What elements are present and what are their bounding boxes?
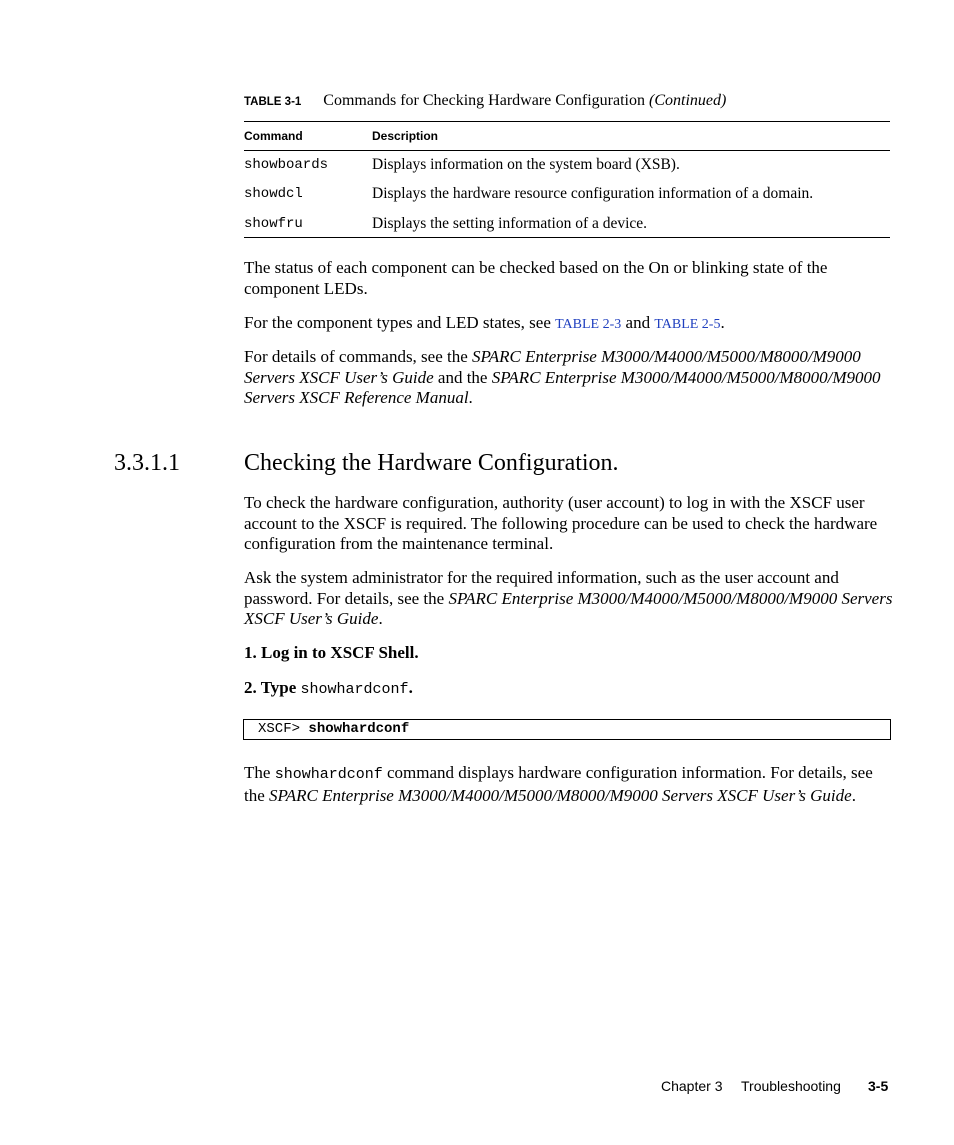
step-2-command: showhardconf: [300, 681, 409, 698]
doc-title-reference-manual: SPARC Enterprise M3000/M4000/M5000/M8000/M9000 Servers XSCF Reference Manual: [244, 367, 881, 407]
table-continued: (Continued): [649, 92, 727, 109]
table-header-description: Description: [372, 129, 439, 143]
link-table-2-5[interactable]: TABLE 2-5: [654, 317, 721, 332]
paragraph-component-types: For the component types and LED states, see TABLE 2-3 and TABLE 2-5.: [244, 313, 725, 332]
link-table-2-3[interactable]: TABLE 2-3: [555, 317, 622, 332]
doc-title-users-guide: SPARC Enterprise M3000/M4000/M5000/M8000/M9000 Servers XSCF User’s Guide: [269, 785, 852, 805]
paragraph-showhardconf: The showhardconf command displays hardware configuration information. For details, see the SPARC Enterprise M3000/M4000/M5000/M8000/M9000 Servers XSCF User’s Guide.: [244, 763, 873, 805]
paragraph-led-status: The status of each component can be checked based on the On or blinking state of the component LEDs.: [244, 258, 828, 298]
doc-title-users-guide: SPARC Enterprise M3000/M4000/M5000/M8000/M9000 Servers XSCF User’s Guide: [244, 347, 861, 387]
table-title: Commands for Checking Hardware Configuration: [323, 92, 645, 109]
code-example: [243, 719, 891, 740]
table-cell-command: showboards: [244, 157, 329, 173]
table-bottom-rule: [244, 237, 890, 238]
page-number: 3-5: [868, 1078, 889, 1094]
code-prompt: XSCF>: [258, 721, 309, 737]
step-2: 2. Type showhardconf.: [244, 678, 413, 698]
table-cell-command: showfru: [244, 216, 303, 232]
section-number: 3.3.1.1: [114, 450, 180, 476]
table-cell-description: Displays information on the system board (XSB).: [372, 156, 680, 173]
table-caption: [244, 92, 726, 110]
paragraph-ask-admin: Ask the system administrator for the required information, such as the user account and password. For details, see the SPARC Enterprise M3000/M4000/M5000/M8000/M9000 Servers XSCF User’s Guide.: [244, 568, 893, 628]
footer-chapter: Chapter 3: [661, 1078, 723, 1094]
table-header-rule: [244, 150, 890, 151]
code-command: showhardconf: [308, 721, 410, 737]
section-title: Checking the Hardware Configuration.: [244, 450, 619, 476]
footer-section: Troubleshooting: [741, 1078, 841, 1094]
table-label: TABLE 3-1: [244, 96, 302, 108]
paragraph-command-details: For details of commands, see the SPARC Enterprise M3000/M4000/M5000/M8000/M9000 Servers XSCF User’s Guide and the SPARC Enterprise M3000/M4000/M5000/M8000/M9000 Servers XSCF Reference Manual.: [244, 347, 881, 407]
table-header-command: Command: [244, 129, 303, 143]
inline-command: showhardconf: [274, 766, 383, 783]
table-cell-command: showdcl: [244, 186, 303, 202]
table-cell-description: Displays the setting information of a device.: [372, 215, 648, 232]
step-1: 1. Log in to XSCF Shell.: [244, 643, 419, 662]
doc-title-users-guide: SPARC Enterprise M3000/M4000/M5000/M8000/M9000 Servers XSCF User’s Guide: [244, 588, 893, 628]
table-cell-description: Displays the hardware resource configuration information of a domain.: [372, 185, 814, 202]
table-top-rule: [244, 121, 890, 122]
paragraph-authority: To check the hardware configuration, authority (user account) to log in with the XSCF user account to the XSCF is required. The following procedure can be used to check the hardware configuration from the maintenance terminal.: [244, 493, 878, 553]
